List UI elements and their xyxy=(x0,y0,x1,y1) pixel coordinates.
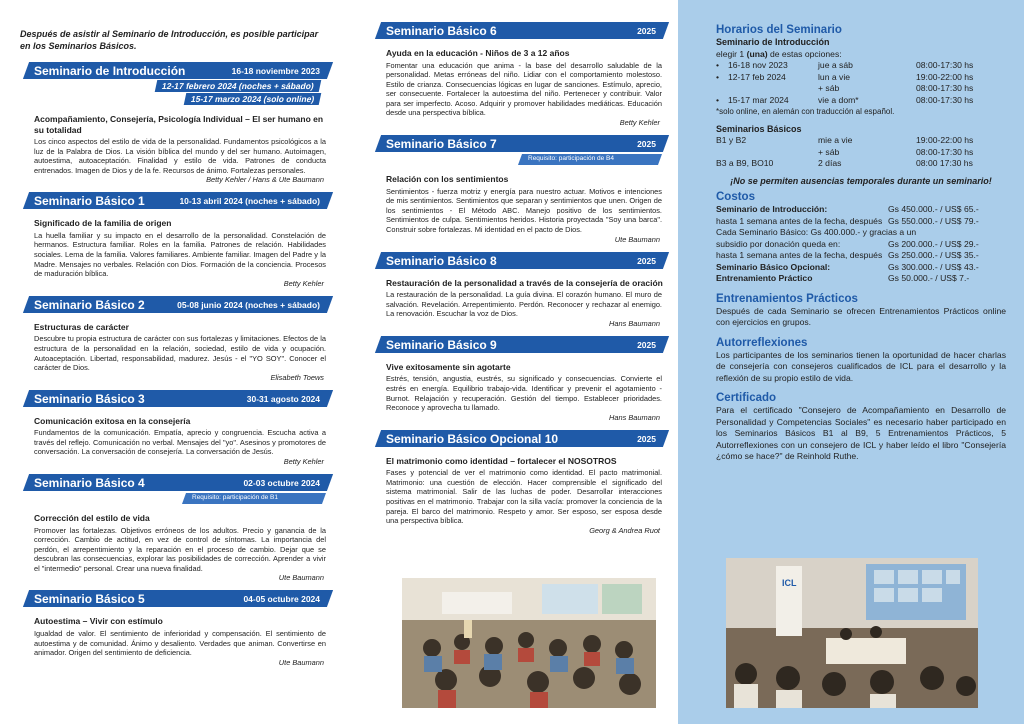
certificate-heading: Certificado xyxy=(716,392,777,404)
seminar-description: La restauración de la personalidad. La guía divina. El corazón humano. El muro de salvación. Revelación. Arrepentimiento. Perdón. Reconocer y rechazar al enemigo. La renovación. Escuchar la voz de Dios. xyxy=(386,290,662,319)
training-text: Después de cada Seminario se ofrecen Entrenamientos Prácticos online con ejercicios en grupos. xyxy=(716,305,1006,327)
seminar-banner xyxy=(26,192,330,209)
seminar-title: Seminario Básico 3 xyxy=(34,391,145,406)
basic-schedule-title: Seminarios Básicos xyxy=(716,123,802,134)
cost-value: Gs 200.000.- / US$ 29.- xyxy=(888,238,979,249)
seminar-heading: Acompañamiento, Consejería, Psicología Individual – El ser humano en su totalidad xyxy=(34,114,324,135)
cost-value: Gs 250.000.- / US$ 35.- xyxy=(888,250,979,260)
seminar-title: Seminario Básico 5 xyxy=(34,592,145,607)
seminar-banner xyxy=(26,390,330,407)
schedule-cell: • xyxy=(716,71,720,82)
seminar-block xyxy=(372,252,666,328)
seminar-author: Hans Baumann xyxy=(609,412,660,422)
seminar-heading: Significado de la familia de origen xyxy=(34,218,172,229)
seminar-date: 04-05 octubre 2024 xyxy=(243,594,320,605)
seminar-banner xyxy=(378,22,666,39)
seminar-author: Elisabeth Toews xyxy=(270,372,324,382)
seminar-heading: Comunicación exitosa en la consejería xyxy=(34,415,191,426)
seminar-banner xyxy=(26,474,330,491)
seminar-heading: Relación con los sentimientos xyxy=(386,174,509,185)
seminar-date: 2025 xyxy=(637,139,656,150)
reflection-text: Los participantes de los seminarios tienen la oportunidad de hacer charlas de consejería con consejeros cualificados de ICL para el desarrollo y la reflexión de su propio estilo de vida. xyxy=(716,349,1006,383)
certificate-text: Para el certificado "Consejero de Acompañamiento en Desarrollo de Personalidad y Competencias Sociales" es necesario haber participado en los Seminarios Básicos B1 al B9, 5 Entrenamientos Prácticos, 5 Autorreflexiones con un consejero de ICL y haber leído el libro "Consejería ¿cómo se hace?" de Reinhold Ruthe. xyxy=(716,405,1006,461)
seminar-title: Seminario Básico 6 xyxy=(386,24,497,38)
right-panel xyxy=(678,0,1024,724)
banner-logo-text: ICL xyxy=(782,578,797,588)
seminar-description: Descubre tu propia estructura de carácter con sus fortalezas y limitaciones. Efectos de la estructura de la personalidad en la relación, sociedad, estilo de vida y ocupación. Autoaceptación. Libertad, responsabilidad, madurez. Jesús - el "YO SOY". Conocer el carácter de Dios. xyxy=(34,334,326,373)
schedule-cell: 19:00-22:00 hs xyxy=(916,71,974,82)
schedule-cell xyxy=(728,83,818,95)
seminar-block xyxy=(20,62,330,184)
seminar-date: 30-31 agosto 2024 xyxy=(246,393,320,404)
seminar-block xyxy=(20,474,330,582)
schedule-cell: 08:00-17:30 hs xyxy=(916,83,974,93)
seminar-description: Sentimientos - fuerza motriz y energía para nuestro actuar. Motivos e intenciones de mis sentimientos. Sentimientos que separan y sentimientos que unen. Origen de los sentimientos - El Método ABC. Manejo positivo de los sentimientos. Sentimientos de culpa. Sentimientos heridos. Historia proyectada "Soy una barca". Construir sobre fortalezas. Mi identidad en el pacto de Dios. xyxy=(386,186,662,234)
intro-choose: elegir 1 (una) de estas opciones: xyxy=(716,48,842,59)
seminar-description: Igualdad de valor. El sentimiento de inferioridad y compensación. El sentimiento de autoestima y de comunidad. Ánimo y desaliento. Verdades que animan. Convertirse en animador. Origen del sentimiento de deficiencia. xyxy=(34,628,326,658)
intro-note: *solo online, en alemán con traducción al español. xyxy=(716,107,895,116)
seminar-description: Fundamentos de la comunicación. Empatía, aprecio y congruencia. Escucha activa a través del reflejo. Comunicación no verbal. Mensajes del "yo". Asesinos y promotores de conversación. La conversación de consejería. La conversación de Jesús. xyxy=(34,428,326,457)
schedule-cell: mie a vie xyxy=(818,135,853,145)
cost-label: Seminario Básico Opcional: xyxy=(716,261,831,272)
seminar-date: 02-03 octubre 2024 xyxy=(243,478,320,488)
schedule-cell: 08:00 17:30 hs xyxy=(916,158,973,168)
intro-text: Después de asistir al Seminario de Introducción, es posible participar en los Seminarios Básicos. xyxy=(20,29,319,51)
seminar-block xyxy=(20,192,330,287)
training-heading: Entrenamientos Prácticos xyxy=(716,292,858,305)
seminar-author: Ute Baumann xyxy=(278,657,324,667)
seminar-banner xyxy=(378,252,666,269)
schedule-cell: + sáb xyxy=(818,146,840,157)
seminar-author: Ute Baumann xyxy=(278,573,324,583)
schedule-cell: 15-17 mar 2024 xyxy=(728,94,789,105)
seminar-heading: El matrimonio como identidad – fortalecer el NOSOTROS xyxy=(386,455,617,466)
cost-value: Gs 50.000.- / US$ 7.- xyxy=(888,273,970,283)
seminar-title: Seminario Básico 7 xyxy=(386,137,497,152)
schedule-cell: + sáb xyxy=(818,83,840,93)
cost-label: Cada Seminario Básico: Gs 400.000.- y gracias a un xyxy=(716,227,917,237)
seminar-heading: Ayuda en la educación - Niños de 3 a 12 años xyxy=(386,48,570,58)
seminar-photo-hall xyxy=(726,558,978,708)
seminar-date: 2025 xyxy=(637,339,656,350)
seminar-title: Seminario Básico Opcional 10 xyxy=(386,431,559,446)
cost-label: Seminario de Introducción: xyxy=(716,204,828,214)
schedule-cell: jue a sáb xyxy=(818,60,853,70)
seminar-banner xyxy=(26,62,330,79)
seminar-heading: Restauración de la personalidad a través de la consejería de oración xyxy=(386,277,663,288)
schedule-cell: 12-17 feb 2024 xyxy=(728,71,786,82)
seminar-author: Hans Baumann xyxy=(609,318,660,328)
schedule-cell: 08:00-17:30 hs xyxy=(916,94,974,105)
schedule-cell: 08:00-17:30 hs xyxy=(916,146,974,157)
seminar-block xyxy=(20,590,330,666)
seminar-title: Seminario Básico 9 xyxy=(386,337,497,352)
cost-value: Gs 300.000.- / US$ 43.- xyxy=(888,261,979,272)
seminar-date: 2025 xyxy=(637,26,656,36)
intro-schedule-table xyxy=(716,60,1006,106)
seminar-title: Seminario Básico 2 xyxy=(34,297,145,312)
seminar-banner xyxy=(378,430,666,447)
seminar-date: 05-08 junio 2024 (noches + sábado) xyxy=(177,299,320,310)
schedule-cell: 2 días xyxy=(818,158,842,168)
seminar-date: 2025 xyxy=(637,433,656,444)
seminar-heading: Corrección del estilo de vida xyxy=(34,513,150,523)
seminar-author: Betty Kehler / Hans & Ute Baumann xyxy=(206,175,324,185)
seminar-description: La huella familiar y su impacto en el desarrollo de la personalidad. Constelación de hermanos. Estructura familiar. Roles en la familia. Patrones de relación. Habilidades sociales. Lema de la familia. Valores familiares. Ambiente familiar. Imagen del Padre y la Madre. Mensajes no verbales. Relación con Dios. Formación de la conciencia. Procesos de maduración bíblica. xyxy=(34,230,326,279)
seminar-banner xyxy=(378,336,666,353)
seminar-author: Ute Baumann xyxy=(614,234,660,244)
seminar-banner xyxy=(26,590,330,607)
seminar-extra-date: 15-17 marzo 2024 (solo online) xyxy=(183,93,321,105)
seminar-block xyxy=(372,430,666,535)
requirement-text: Requisito: participación de B4 xyxy=(528,155,614,163)
seminar-date: 16-18 noviembre 2023 xyxy=(231,66,320,76)
schedule-cell xyxy=(716,147,818,159)
cost-label: hasta 1 semana antes de la fecha, después xyxy=(716,250,883,260)
seminar-title: Seminario Básico 1 xyxy=(34,194,145,209)
seminar-heading: Autoestima – Vivir con estímulo xyxy=(34,616,163,627)
seminar-block xyxy=(372,22,666,127)
seminar-block xyxy=(20,390,330,466)
basic-schedule-table xyxy=(716,135,1006,170)
seminar-description: Fomentar una educación que anima - la base del desarrollo saludable de la personalidad. Metas erróneas del niño. Lidiar con el comportamiento molestoso. Estilo de crianza. Consecuencias lógicas en lugar de sanciones. Estímulo, aprecio, ser consecuente. Fortalecer la autoestima del niño. Pertenecer y contribuir. Valor para ser imperfecto. Acoso. Adquirir y promover habilidades mediáticas. Educación desde una perspectiva bíblica. xyxy=(386,60,662,118)
cost-value: Gs 550.000.- / US$ 79.- xyxy=(888,215,979,226)
seminar-block xyxy=(20,296,330,382)
cost-label: Entrenamiento Práctico xyxy=(716,273,813,283)
absence-warning: ¡No se permiten ausencias temporales durante un seminario! xyxy=(730,175,992,186)
schedule-cell: vie a dom* xyxy=(818,94,859,105)
seminar-extra-date: 12-17 febrero 2024 (noches + sábado) xyxy=(155,80,321,92)
schedule-cell: 16-18 nov 2023 xyxy=(728,60,788,70)
cost-value: Gs 450.000.- / US$ 65.- xyxy=(888,204,979,214)
cost-label: subsidio por donación queda en: xyxy=(716,238,841,249)
seminar-title: Seminario de Introducción xyxy=(34,64,186,78)
seminar-author: Betty Kehler xyxy=(283,457,324,466)
seminar-heading: Vive exitosamente sin agotarte xyxy=(386,361,511,372)
left-column xyxy=(0,0,340,724)
schedule-cell: B3 a B9, BO10 xyxy=(716,158,774,168)
cost-label: hasta 1 semana antes de la fecha, después xyxy=(716,215,883,226)
seminar-author: Georg & Andrea Ruot xyxy=(589,525,660,535)
seminar-author: Betty Kehler xyxy=(619,118,660,128)
costs-table xyxy=(716,204,1006,285)
costs-heading: Costos xyxy=(716,191,755,203)
seminar-title: Seminario Básico 8 xyxy=(386,253,497,268)
schedule-cell xyxy=(716,83,728,95)
seminar-description: Fases y potencial de ver el matrimonio como identidad. El pacto matrimonial. Matrimonio: una cuestión de elección. Hacer comprensible el significado del sistema matrimonial. Salir de las luchas de poder. Desarrollar interacciones positivas en el matrimonio. Trabajar con la silla vacía: promover la conciencia de la pareja. El barco del matrimonio. Respeto y amor. Ser esposo, ser esposa desde una perspectiva bíblica. xyxy=(386,468,662,526)
seminar-date: 10-13 abril 2024 (noches + sábado) xyxy=(179,196,320,207)
seminar-banner xyxy=(26,296,330,313)
reflection-heading: Autorreflexiones xyxy=(716,336,808,349)
schedule-cell: • xyxy=(716,60,720,70)
requirement-text: Requisito: participación de B1 xyxy=(192,494,278,501)
requirement-badge xyxy=(184,493,324,504)
seminar-author: Betty Kehler xyxy=(283,278,324,288)
seminar-description: Promover las fortalezas. Objetivos erróneos de los adultos. Precio y ganancia de la corrección. Cambio de actitud, en vez de control de síntomas. La importancia del perdón, el arrepentimiento y la reparación en el proceso de cambio. Dejar que se descubran las consecuencias, explorar las posibilidades de corrección. Aprender a vivir el "intermedio" personal. Crear una nueva finalidad. xyxy=(34,525,326,573)
seminar-block xyxy=(372,336,666,422)
intro-schedule-title: Seminario de Introducción xyxy=(716,37,830,47)
requirement-badge xyxy=(520,154,660,165)
schedule-cell: 19:00-22:00 hs xyxy=(916,135,974,145)
middle-column xyxy=(342,0,678,724)
seminar-date: 2025 xyxy=(637,255,656,266)
schedule-cell: • xyxy=(716,94,720,105)
schedule-cell: lun a vie xyxy=(818,71,851,82)
seminar-block xyxy=(372,135,666,243)
schedule-cell: B1 y B2 xyxy=(716,135,747,145)
seminar-photo-classroom xyxy=(402,578,656,708)
schedule-heading: Horarios del Seminario xyxy=(716,24,842,36)
seminar-description: Estrés, tensión, angustia, eustrés, su significado y consecuencias. Convierte el estrés en energía. Equilibrio trabajo-vida. Identificar y prevenir el agotamiento - Burnot. Relajación y recuperación. Gestión del tiempo. Establecer prioridades. Reconoce y aprovecha tu llamado. xyxy=(386,374,662,413)
seminar-title: Seminario Básico 4 xyxy=(34,476,145,490)
seminar-banner xyxy=(378,135,666,152)
seminar-heading: Estructuras de carácter xyxy=(34,321,129,332)
seminar-description: Los cinco aspectos del estilo de vida de la personalidad. Fundamentos psicológicos a la luz de la Palabra de Dios. La visión bíblica del mundo y del ser humano. Autoimagen, autoestima, autoaceptación. Finalidad y estilo de vida. Patrones de conducta entrenados. Imagen de Dios y de la fe. Recursos de ánimo. Fortalezas personales. xyxy=(34,137,326,175)
schedule-cell: 08:00-17:30 hs xyxy=(916,60,974,70)
